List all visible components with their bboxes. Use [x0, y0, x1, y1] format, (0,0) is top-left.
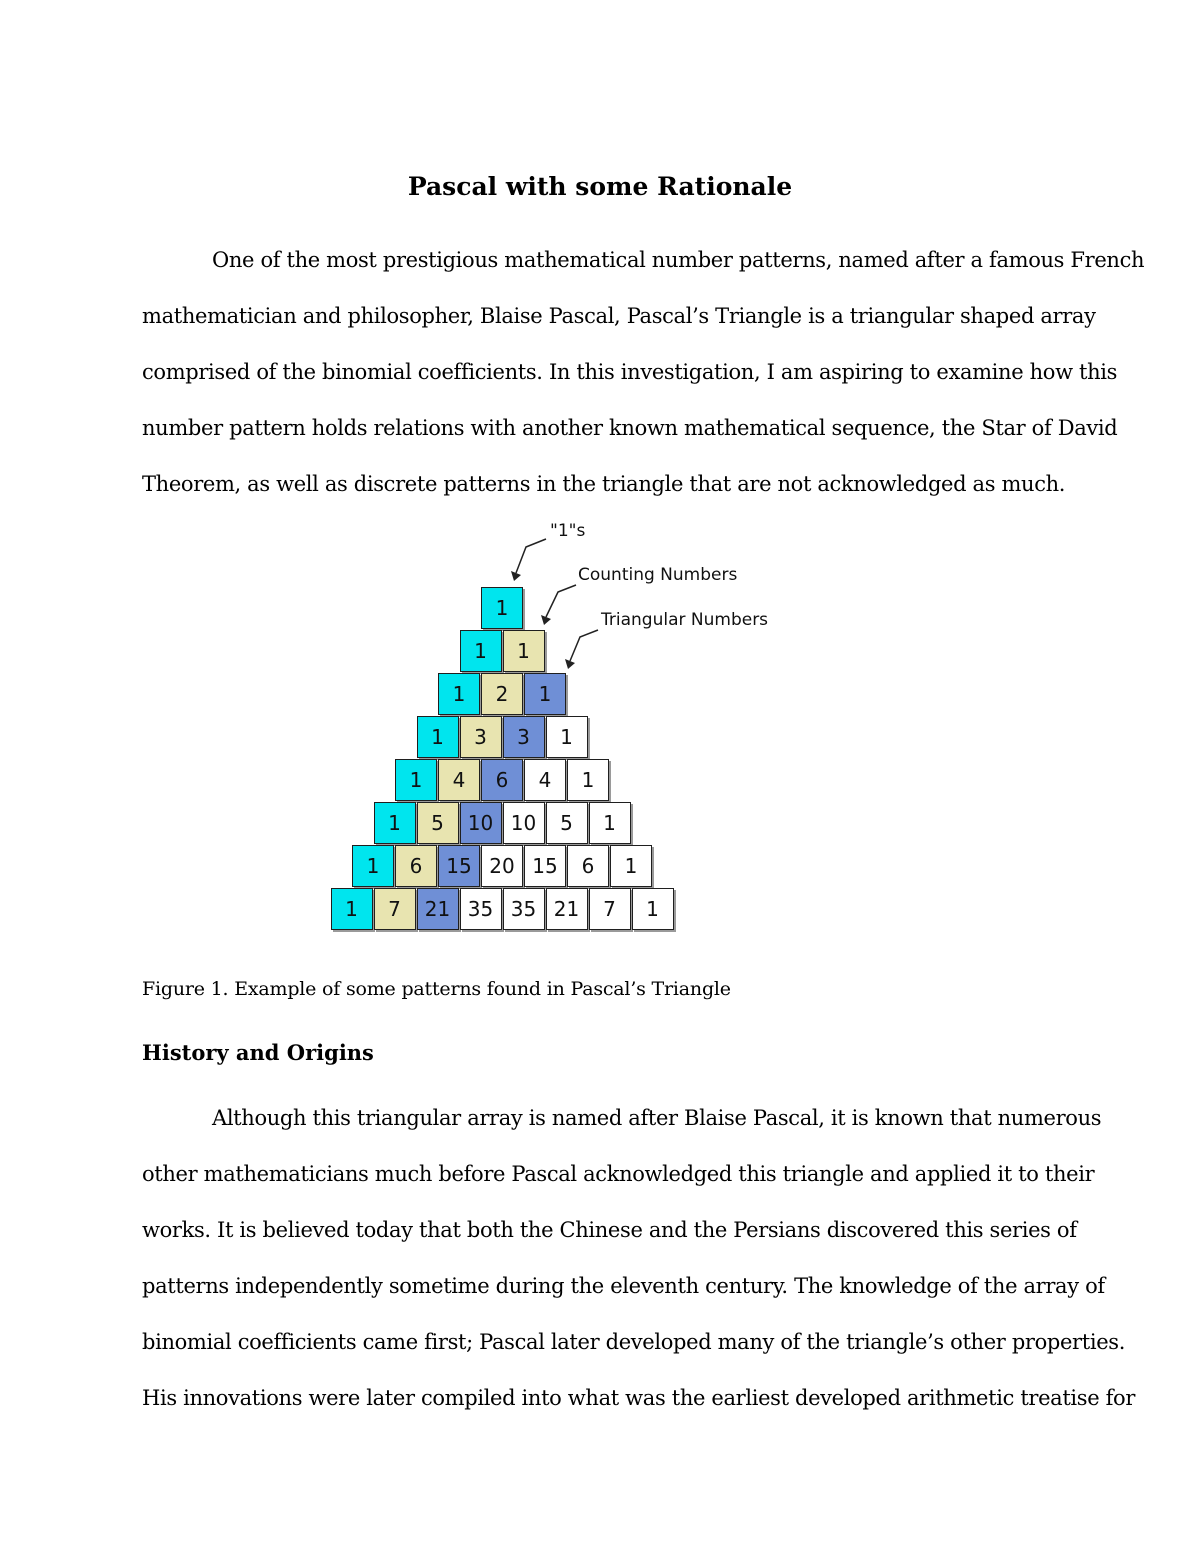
triangle-cell: 1: [438, 673, 480, 715]
triangle-cell: 6: [395, 845, 437, 887]
triangular-numbers-label: Triangular Numbers: [601, 610, 769, 630]
triangle-cell: 4: [524, 759, 566, 801]
counting-arrow-line: [546, 585, 576, 617]
triangle-cell: 5: [546, 802, 588, 844]
history-paragraph: [142, 1090, 1136, 1426]
ones-arrow-line: [516, 539, 546, 573]
triangle-cell: 1: [546, 716, 588, 758]
triangle-cell: 1: [374, 802, 416, 844]
triangle-cell: 6: [567, 845, 609, 887]
paragraph-line: Although this triangular array is named after Blaise Pascal, it is known that numerous: [212, 1106, 1102, 1130]
paragraph-line: patterns independently sometime during the eleventh century. The knowledge of the array of: [142, 1274, 1105, 1298]
triangle-cell: 1: [610, 845, 652, 887]
triangle-cell: 10: [460, 802, 502, 844]
triangle-cell: 21: [546, 888, 588, 930]
triangle-cell: 4: [438, 759, 480, 801]
counting-numbers-label: Counting Numbers: [578, 565, 738, 585]
triangle-cell: 15: [524, 845, 566, 887]
paragraph-line: comprised of the binomial coefficients. In this investigation, I am aspiring to examine how this: [142, 360, 1118, 384]
paragraph-line: His innovations were later compiled into what was the earliest developed arithmetic treatise for: [142, 1386, 1136, 1410]
paragraph-line: number pattern holds relations with another known mathematical sequence, the Star of David: [142, 416, 1118, 440]
triangle-cell: 1: [503, 630, 545, 672]
triangle-cell: 10: [503, 802, 545, 844]
paragraph-line: works. It is believed today that both the Chinese and the Persians discovered this series of: [142, 1218, 1077, 1242]
triangle-cell: 1: [567, 759, 609, 801]
triangle-cell: 21: [417, 888, 459, 930]
paragraph-line: binomial coefficients came first; Pascal later developed many of the triangle’s other properties.: [142, 1330, 1126, 1354]
paragraph-line: Theorem, as well as discrete patterns in the triangle that are not acknowledged as much.: [142, 472, 1066, 496]
triangle-cell: 6: [481, 759, 523, 801]
intro-paragraph: [142, 232, 1145, 512]
triangle-cell: 1: [417, 716, 459, 758]
triangle-cell: 1: [589, 802, 631, 844]
pascal-triangle-figure: [318, 515, 788, 940]
triangle-cell: 1: [481, 587, 523, 629]
triangle-cell: 3: [503, 716, 545, 758]
paragraph-line: mathematician and philosopher, Blaise Pascal, Pascal’s Triangle is a triangular shaped array: [142, 304, 1096, 328]
figure-caption: Figure 1. Example of some patterns found in Pascal’s Triangle: [142, 978, 731, 1000]
triangle-cell: 5: [417, 802, 459, 844]
triangle-cell: 1: [331, 888, 373, 930]
triangle-cell: 7: [374, 888, 416, 930]
triangle-cell: 35: [503, 888, 545, 930]
paragraph-line: One of the most prestigious mathematical number patterns, named after a famous French: [212, 248, 1145, 272]
triangle-cell: 2: [481, 673, 523, 715]
triangle-cell: 1: [352, 845, 394, 887]
triangle-cell: 15: [438, 845, 480, 887]
triangle-cell: 1: [524, 673, 566, 715]
triangle-cell: 1: [395, 759, 437, 801]
ones-label: "1"s: [550, 521, 586, 541]
triangle-cell: 35: [460, 888, 502, 930]
triangle-cell: 20: [481, 845, 523, 887]
triangle-cell: 7: [589, 888, 631, 930]
paragraph-line: other mathematicians much before Pascal acknowledged this triangle and applied it to their: [142, 1162, 1095, 1186]
triangle-cell: 1: [460, 630, 502, 672]
triangle-cell: 3: [460, 716, 502, 758]
triangle-cell: 1: [632, 888, 674, 930]
section-heading: History and Origins: [142, 1040, 374, 1065]
triangular-arrow-line: [570, 630, 598, 661]
page-title: Pascal with some Rationale: [407, 172, 793, 201]
